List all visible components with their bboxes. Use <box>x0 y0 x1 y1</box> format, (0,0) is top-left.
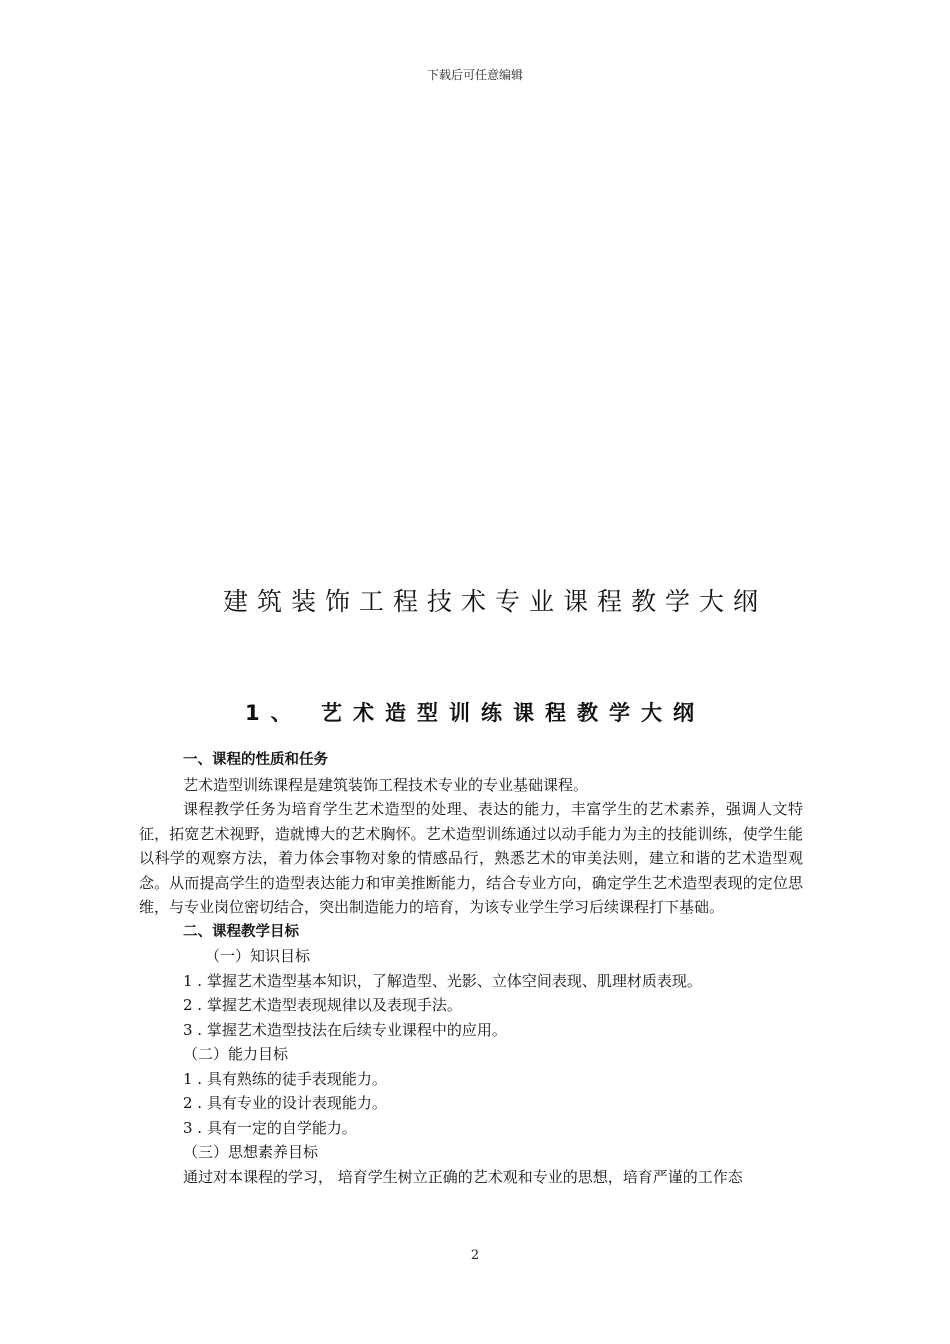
document-title: 建筑装饰工程技术专业课程教学大纲 <box>222 587 767 616</box>
list-item: 3 . 掌握艺术造型技法在后续专业课程中的应用。 <box>183 1020 507 1039</box>
list-item: 1 . 具有熟练的徒手表现能力。 <box>183 1069 387 1088</box>
subheading-ideology: （三）思想素养目标 <box>183 1143 319 1161</box>
list-item: 2 . 掌握艺术造型表现规律以及表现手法。 <box>183 996 462 1014</box>
section-heading-objectives: 二、课程教学目标 <box>183 923 299 940</box>
paragraph-ideology: 通过对本课程的学习， 培育学生树立正确的艺术观和专业的思想，培育严谨的工作态 <box>183 1167 743 1186</box>
document-body <box>139 748 803 1189</box>
list-item: 1 . 掌握艺术造型基本知识，了解造型、光影、立体空间表现、肌理材质表现。 <box>183 971 702 990</box>
page-number: 2 <box>470 1248 480 1263</box>
subheading-knowledge: （一）知识目标 <box>205 947 311 965</box>
list-item: 3 . 具有一定的自学能力。 <box>183 1118 357 1137</box>
section-heading-nature: 一、课程的性质和任务 <box>183 752 328 768</box>
paragraph-course-type: 艺术造型训练课程是建筑装饰工程技术专业的专业基础课程。 <box>183 775 589 794</box>
course-title: 1、 艺术造型训练课程教学大纲 <box>245 701 705 725</box>
list-item: 2 . 具有专业的设计表现能力。 <box>183 1094 387 1112</box>
paragraph-course-tasks: 课程教学任务为培育学生艺术造型的处理、表达的能力，丰富学生的艺术素养，强调人文特征，拓宽艺术视野，造就博大的艺术胸怀。艺术造型训练通过以动手能力为主的技能训练，使学生能以科学的观察方法，着力体会事物对象的情感品行，熟悉艺术的审美法则，建立和谐的艺术造型观念。从而提高学生的造型表达能力和审美推断能力，结合专业方向，确定学生艺术造型表现的定位思维，与专业岗位密切结合，突出制造能力的培育，为该专业学生学习后续课程打下基础。 <box>139 800 803 916</box>
subheading-ability: （二）能力目标 <box>183 1045 289 1063</box>
header-note: 下载后可任意编辑 <box>426 68 523 82</box>
